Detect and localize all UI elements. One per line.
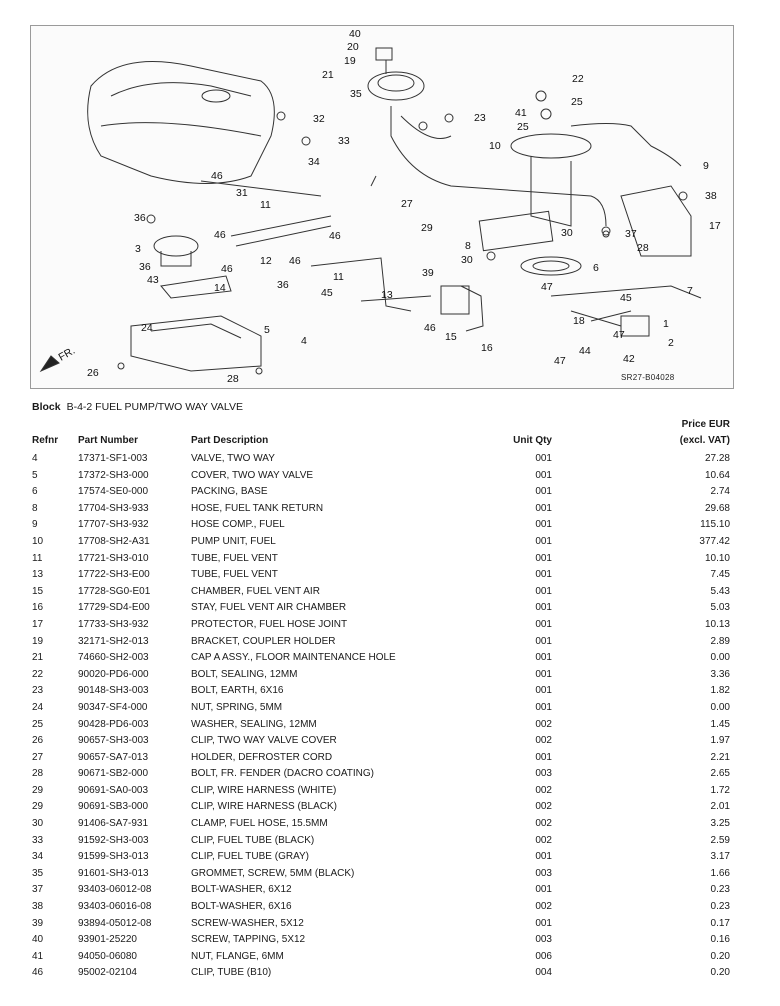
ref-cell: 23	[32, 685, 44, 697]
callout-number: 21	[322, 69, 334, 81]
part-number-cell: 93403-06012-08	[78, 884, 152, 896]
price-cell: 2.59	[710, 834, 730, 846]
callout-number: 34	[308, 156, 320, 168]
callout-number: 10	[489, 140, 501, 152]
unit-qty-cell: 003	[535, 867, 552, 879]
description-cell: SCREW, TAPPING, 5X12	[191, 934, 306, 946]
table-row	[0, 717, 780, 734]
part-number-cell: 95002-02104	[78, 967, 137, 979]
table-row	[0, 882, 780, 899]
callout-number: 26	[87, 367, 99, 379]
block-title	[32, 401, 243, 413]
ref-cell: 41	[32, 950, 44, 962]
part-number-cell: 91599-SH3-013	[78, 851, 149, 863]
callout-number: 36	[277, 279, 289, 291]
callout-number: 9	[703, 160, 709, 172]
unit-qty-cell: 002	[535, 801, 552, 813]
callout-number: 32	[313, 113, 325, 125]
price-cell: 10.64	[704, 469, 730, 481]
callout-number: 47	[554, 355, 566, 367]
ref-cell: 40	[32, 934, 44, 946]
price-cell: 0.23	[710, 901, 730, 913]
callout-number: 1	[663, 318, 669, 330]
price-cell: 10.10	[704, 552, 730, 564]
callout-number: 28	[637, 242, 649, 254]
unit-qty-cell: 001	[535, 917, 552, 929]
part-number-cell: 17708-SH2-A31	[78, 535, 150, 547]
description-cell: HOLDER, DEFROSTER CORD	[191, 751, 333, 763]
ref-cell: 34	[32, 851, 44, 863]
ref-cell: 24	[32, 701, 44, 713]
callout-number: 47	[541, 281, 553, 293]
description-cell: CHAMBER, FUEL VENT AIR	[191, 585, 320, 597]
description-cell: CLIP, WIRE HARNESS (WHITE)	[191, 784, 337, 796]
part-number-cell: 17371-SF1-003	[78, 453, 148, 464]
price-cell: 2.89	[710, 635, 730, 647]
ref-cell: 25	[32, 718, 44, 730]
part-number-cell: 93901-25220	[78, 934, 137, 946]
description-cell: NUT, FLANGE, 6MM	[191, 950, 284, 962]
callout-number: 11	[333, 271, 344, 283]
unit-qty-cell: 001	[535, 635, 552, 647]
table-row	[0, 584, 780, 601]
description-cell: STAY, FUEL VENT AIR CHAMBER	[191, 602, 347, 614]
description-cell: TUBE, FUEL VENT	[191, 569, 278, 581]
description-cell: HOSE COMP., FUEL	[191, 519, 285, 531]
table-row	[0, 783, 780, 800]
callout-number: 28	[227, 373, 239, 385]
description-cell: CLIP, TUBE (B10)	[191, 967, 272, 979]
callout-number: 30	[561, 227, 573, 239]
table-row	[0, 816, 780, 833]
ref-cell: 15	[32, 585, 44, 597]
part-number-cell: 90657-SH3-003	[78, 735, 149, 747]
unit-qty-cell: 003	[535, 934, 552, 946]
unit-qty-cell: 004	[535, 967, 552, 979]
table-row	[0, 667, 780, 684]
unit-qty-cell: 002	[535, 735, 552, 747]
unit-qty-cell: 001	[535, 585, 552, 597]
ref-cell: 17	[32, 618, 44, 630]
price-cell: 2.21	[710, 751, 730, 763]
ref-cell: 26	[32, 735, 44, 747]
ref-cell: 28	[32, 768, 44, 780]
part-number-cell: 90657-SA7-013	[78, 751, 149, 763]
ref-cell: 22	[32, 668, 44, 680]
table-row	[0, 949, 780, 966]
part-number-cell: 17729-SD4-E00	[78, 602, 150, 614]
callout-number: 12	[260, 255, 272, 267]
col-header-desc: Part Description	[191, 435, 269, 446]
callout-number: 19	[344, 55, 356, 67]
unit-qty-cell: 001	[535, 618, 552, 630]
callout-number: 27	[401, 198, 413, 210]
table-row	[0, 683, 780, 700]
callout-number: 42	[623, 353, 635, 365]
description-cell: BOLT, SEALING, 12MM	[191, 668, 298, 680]
price-cell: 3.25	[710, 818, 730, 830]
ref-cell: 39	[32, 917, 44, 929]
callout-number: 46	[424, 322, 436, 334]
price-cell: 1.97	[710, 735, 730, 747]
description-cell: BOLT-WASHER, 6X12	[191, 884, 292, 896]
table-row	[0, 468, 780, 485]
callout-number: 16	[481, 342, 493, 354]
callout-number: 39	[422, 267, 434, 279]
callout-number: 33	[338, 135, 350, 147]
ref-cell: 19	[32, 635, 44, 647]
table-row	[0, 517, 780, 534]
part-number-cell: 90347-SF4-000	[78, 701, 148, 713]
table-row	[0, 700, 780, 717]
description-cell: BOLT, EARTH, 6X16	[191, 685, 284, 697]
description-cell: CLIP, FUEL TUBE (BLACK)	[191, 834, 315, 846]
callout-number: 5	[264, 324, 270, 336]
unit-qty-cell: 001	[535, 552, 552, 564]
description-cell: PROTECTOR, FUEL HOSE JOINT	[191, 618, 348, 630]
exploded-view-drawing	[31, 26, 733, 388]
ref-cell: 11	[32, 552, 43, 564]
description-cell: HOSE, FUEL TANK RETURN	[191, 502, 324, 514]
unit-qty-cell: 003	[535, 768, 552, 780]
price-cell: 2.65	[710, 768, 730, 780]
unit-qty-cell: 001	[535, 851, 552, 863]
unit-qty-cell: 006	[535, 950, 552, 962]
callout-number: 24	[141, 322, 153, 334]
ref-cell: 46	[32, 967, 44, 979]
unit-qty-cell: 001	[535, 519, 552, 531]
description-cell: SCREW-WASHER, 5X12	[191, 917, 304, 929]
callout-number: 40	[349, 28, 361, 40]
ref-cell: 16	[32, 602, 44, 614]
part-number-cell: 93403-06016-08	[78, 901, 152, 913]
callout-number: 2	[668, 337, 674, 349]
unit-qty-cell: 001	[535, 751, 552, 763]
table-row	[0, 866, 780, 883]
unit-qty-cell: 001	[535, 884, 552, 896]
callout-number: 15	[445, 331, 457, 343]
unit-qty-cell: 001	[535, 602, 552, 614]
callout-number: 37	[625, 228, 637, 240]
callout-number: 35	[350, 88, 362, 100]
part-number-cell: 94050-06080	[78, 950, 137, 962]
unit-qty-cell: 001	[535, 453, 552, 464]
ref-cell: 33	[32, 834, 44, 846]
part-number-cell: 93894-05012-08	[78, 917, 152, 929]
price-cell: 3.36	[710, 668, 730, 680]
ref-cell: 10	[32, 535, 44, 547]
callout-number: 3	[135, 243, 141, 255]
table-row	[0, 600, 780, 617]
callout-number: 41	[515, 107, 527, 119]
price-cell: 2.74	[710, 486, 730, 498]
price-cell: 29.68	[704, 502, 730, 514]
callout-number: 20	[347, 41, 359, 53]
unit-qty-cell: 002	[535, 818, 552, 830]
price-cell: 377.42	[699, 535, 730, 547]
unit-qty-cell: 001	[535, 469, 552, 481]
unit-qty-cell: 001	[535, 668, 552, 680]
ref-cell: 9	[32, 519, 38, 531]
table-row	[0, 617, 780, 634]
price-cell: 0.16	[710, 934, 730, 946]
callout-number: 46	[211, 170, 223, 182]
unit-qty-cell: 001	[535, 535, 552, 547]
unit-qty-cell: 001	[535, 701, 552, 713]
table-row	[0, 833, 780, 850]
ref-cell: 29	[32, 784, 44, 796]
part-number-cell: 17733-SH3-932	[78, 618, 149, 630]
col-header-part: Part Number	[78, 435, 139, 446]
description-cell: BRACKET, COUPLER HOLDER	[191, 635, 336, 647]
price-cell: 5.43	[710, 585, 730, 597]
description-cell: CLIP, WIRE HARNESS (BLACK)	[191, 801, 337, 813]
price-cell: 2.01	[710, 801, 730, 813]
callout-number: 23	[474, 112, 486, 124]
ref-cell: 5	[32, 469, 38, 481]
part-number-cell: 91406-SA7-931	[78, 818, 149, 830]
part-number-cell: 90691-SB3-000	[78, 801, 149, 813]
callout-number: 25	[517, 121, 529, 133]
description-cell: BOLT, FR. FENDER (DACRO COATING)	[191, 768, 374, 780]
description-cell: NUT, SPRING, 5MM	[191, 701, 283, 713]
col-header-ref: Refnr	[32, 435, 59, 446]
ref-cell: 6	[32, 486, 38, 498]
callout-number: 43	[147, 274, 159, 286]
table-row	[0, 766, 780, 783]
table-row	[0, 965, 780, 982]
block-label: Block	[32, 401, 61, 413]
ref-cell: 21	[32, 652, 44, 664]
part-number-cell: 17728-SG0-E01	[78, 585, 151, 597]
description-cell: BOLT-WASHER, 6X16	[191, 901, 292, 913]
table-header	[0, 416, 780, 448]
table-row	[0, 451, 780, 468]
ref-cell: 38	[32, 901, 44, 913]
price-cell: 0.23	[710, 884, 730, 896]
ref-cell: 35	[32, 867, 44, 879]
part-number-cell: 32171-SH2-013	[78, 635, 149, 647]
price-cell: 0.17	[710, 917, 730, 929]
unit-qty-cell: 001	[535, 502, 552, 514]
ref-cell: 37	[32, 884, 44, 896]
callout-number: 46	[289, 255, 301, 267]
table-row	[0, 932, 780, 949]
table-row	[0, 501, 780, 518]
table-row	[0, 799, 780, 816]
callout-number: 14	[214, 282, 226, 294]
price-cell: 0.00	[710, 652, 730, 664]
callout-number: 17	[709, 220, 721, 232]
description-cell: CLAMP, FUEL HOSE, 15.5MM	[191, 818, 328, 830]
table-row	[0, 567, 780, 584]
part-number-cell: 74660-SH2-003	[78, 652, 149, 664]
callout-number: 25	[571, 96, 583, 108]
part-number-cell: 17707-SH3-932	[78, 519, 149, 531]
description-cell: CLIP, FUEL TUBE (GRAY)	[191, 851, 309, 863]
part-number-cell: 90428-PD6-003	[78, 718, 149, 730]
col-header-price-line2: (excl. VAT)	[679, 435, 730, 446]
ref-cell: 4	[32, 453, 38, 464]
ref-cell: 27	[32, 751, 44, 763]
callout-number: 31	[236, 187, 248, 199]
table-row	[0, 634, 780, 651]
callout-number: 47	[613, 329, 625, 341]
price-cell: 10.13	[704, 618, 730, 630]
part-number-cell: 91601-SH3-013	[78, 867, 149, 879]
ref-cell: 13	[32, 569, 44, 581]
table-row	[0, 534, 780, 551]
callout-number: 7	[687, 285, 693, 297]
description-cell: CAP A ASSY., FLOOR MAINTENANCE HOLE	[191, 652, 396, 664]
part-number-cell: 90671-SB2-000	[78, 768, 149, 780]
table-row	[0, 849, 780, 866]
table-row	[0, 650, 780, 667]
table-row	[0, 484, 780, 501]
unit-qty-cell: 001	[535, 486, 552, 498]
part-number-cell: 90691-SA0-003	[78, 784, 149, 796]
col-header-qty: Unit Qty	[513, 435, 552, 446]
part-number-cell: 90148-SH3-003	[78, 685, 149, 697]
part-number-cell: 90020-PD6-000	[78, 668, 149, 680]
price-cell: 27.28	[704, 453, 730, 464]
part-number-cell: 17372-SH3-000	[78, 469, 149, 481]
price-cell: 1.82	[710, 685, 730, 697]
table-row	[0, 916, 780, 933]
price-cell: 3.17	[710, 851, 730, 863]
callout-number: 6	[593, 262, 599, 274]
callout-number: 30	[461, 254, 473, 266]
callout-number: 45	[620, 292, 632, 304]
part-number-cell: 17574-SE0-000	[78, 486, 149, 498]
unit-qty-cell: 001	[535, 569, 552, 581]
price-cell: 1.72	[710, 784, 730, 796]
diagram-code: SR27-B04028	[621, 373, 675, 382]
ref-cell: 8	[32, 502, 38, 514]
description-cell: TUBE, FUEL VENT	[191, 552, 278, 564]
part-number-cell: 91592-SH3-003	[78, 834, 149, 846]
block-name: B-4-2 FUEL PUMP/TWO WAY VALVE	[66, 401, 243, 413]
callout-number: 46	[214, 229, 226, 241]
parts-diagram	[30, 25, 734, 389]
description-cell: CLIP, TWO WAY VALVE COVER	[191, 735, 337, 747]
callout-number: 45	[321, 287, 333, 299]
part-number-cell: 17721-SH3-010	[78, 552, 149, 564]
unit-qty-cell: 001	[535, 652, 552, 664]
callout-number: 46	[221, 263, 233, 275]
ref-cell: 30	[32, 818, 44, 830]
front-direction-label: FR.	[56, 344, 78, 364]
col-header-price-line1: Price EUR	[681, 419, 730, 430]
callout-number: 29	[421, 222, 433, 234]
table-row	[0, 733, 780, 750]
table-row	[0, 750, 780, 767]
parts-table	[0, 451, 780, 982]
table-row	[0, 899, 780, 916]
ref-cell: 29	[32, 801, 44, 813]
callout-number: 38	[705, 190, 717, 202]
callout-number: 46	[329, 230, 341, 242]
part-number-cell: 17722-SH3-E00	[78, 569, 150, 581]
callout-number: 36	[139, 261, 151, 273]
price-cell: 0.00	[710, 701, 730, 713]
description-cell: COVER, TWO WAY VALVE	[191, 469, 314, 481]
unit-qty-cell: 002	[535, 784, 552, 796]
description-cell: PACKING, BASE	[191, 486, 268, 498]
part-number-cell: 17704-SH3-933	[78, 502, 149, 514]
callout-number: 8	[465, 240, 471, 252]
price-cell: 5.03	[710, 602, 730, 614]
description-cell: WASHER, SEALING, 12MM	[191, 718, 317, 730]
price-cell: 0.20	[710, 950, 730, 962]
description-cell: PUMP UNIT, FUEL	[191, 535, 276, 547]
callout-number: 13	[381, 289, 393, 301]
price-cell: 115.10	[700, 519, 730, 531]
callout-number: 36	[134, 212, 146, 224]
description-cell: GROMMET, SCREW, 5MM (BLACK)	[191, 867, 355, 879]
price-cell: 7.45	[710, 569, 730, 581]
callout-number: 44	[579, 345, 591, 357]
price-cell: 0.20	[710, 967, 730, 979]
callout-number: 4	[301, 335, 307, 347]
price-cell: 1.66	[710, 867, 730, 879]
callout-number: 22	[572, 73, 584, 85]
unit-qty-cell: 002	[535, 834, 552, 846]
price-cell: 1.45	[710, 718, 730, 730]
unit-qty-cell: 002	[535, 901, 552, 913]
callout-number: 11	[260, 199, 271, 211]
description-cell: VALVE, TWO WAY	[191, 453, 275, 464]
callout-number: 18	[573, 315, 585, 327]
table-row	[0, 551, 780, 568]
unit-qty-cell: 002	[535, 718, 552, 730]
unit-qty-cell: 001	[535, 685, 552, 697]
